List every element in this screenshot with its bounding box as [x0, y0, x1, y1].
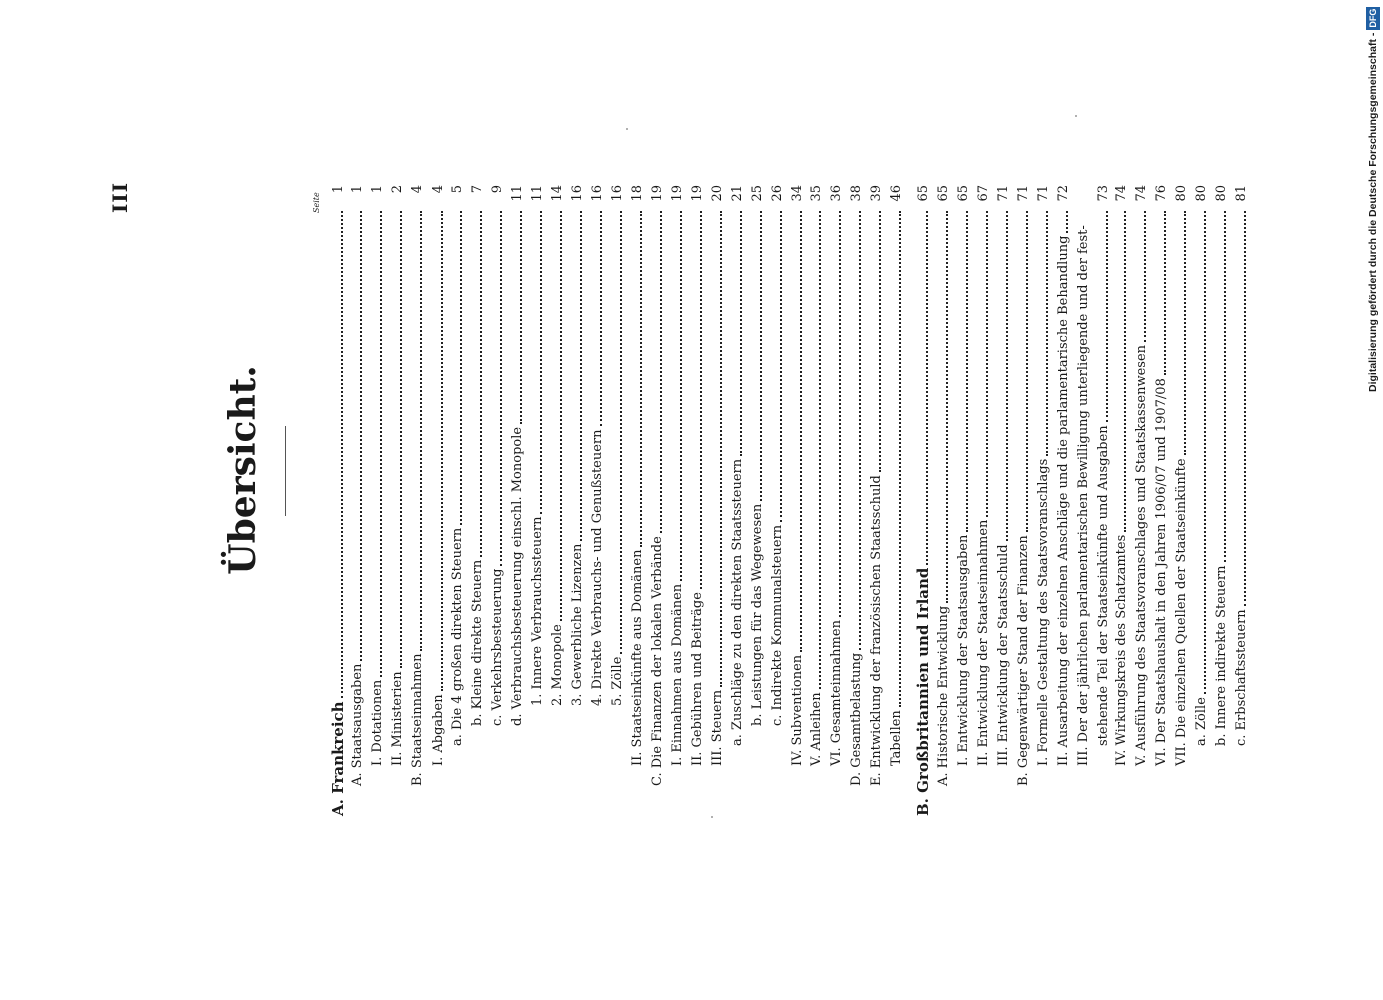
dot-leader	[519, 211, 522, 424]
page-number: III	[108, 181, 132, 213]
toc-entry	[566, 185, 585, 706]
toc-entry	[546, 185, 565, 706]
toc-entry	[845, 185, 864, 786]
dot-leader	[965, 211, 968, 532]
toc-entry	[346, 185, 365, 786]
dot-leader	[739, 211, 742, 456]
toc-entry-label: IV. Subventionen	[790, 654, 805, 766]
dot-leader	[858, 211, 861, 650]
toc-entry	[992, 185, 1011, 766]
toc-page-number: 80	[1214, 185, 1229, 202]
dot-leader	[599, 211, 602, 426]
toc-entry-label: II. Gebühren und Beiträge	[690, 592, 705, 766]
toc-page-number: 11	[510, 185, 525, 202]
dot-leader	[559, 211, 562, 621]
toc-entry-label: 5. Zölle	[610, 656, 625, 706]
toc-entry-label: I. Einnahmen aus Domänen	[670, 583, 685, 766]
toc-page-number: 1	[370, 185, 385, 194]
toc-page-number: 14	[550, 185, 565, 202]
toc-entry	[606, 185, 625, 706]
dot-leader	[945, 211, 948, 603]
toc-entry	[506, 185, 525, 726]
toc-entry-label: III. Entwicklung der Staatsschuld	[996, 544, 1011, 766]
dot-leader	[340, 211, 343, 698]
toc-page-number: 71	[1016, 185, 1031, 202]
toc-page-number: 16	[610, 185, 625, 202]
toc-page-number: 5	[450, 185, 465, 194]
toc-entry-label: b. Kleine direkte Steuern	[470, 559, 485, 726]
toc-page-number: 74	[1134, 185, 1149, 202]
toc-page-number: 21	[730, 185, 745, 202]
toc-entry	[766, 185, 785, 726]
toc-page-number: 25	[750, 185, 765, 202]
toc-entry-label: V. Anleihen	[809, 692, 824, 766]
toc-entry-label: II. Entwicklung der Staatseinnahmen	[976, 519, 991, 766]
toc-entry	[1130, 185, 1149, 766]
toc-entry-label: d. Verbrauchsbesteuerung einschl. Monopole	[510, 426, 525, 726]
toc-page-number: 7	[470, 185, 485, 194]
toc-entry	[746, 185, 765, 726]
toc-entry	[1150, 185, 1169, 766]
dot-leader	[818, 211, 821, 689]
toc-entry	[327, 185, 346, 816]
toc-entry	[825, 185, 844, 766]
toc-page-number: 73	[1096, 185, 1111, 202]
dot-leader	[679, 211, 682, 581]
toc-entry	[427, 185, 446, 766]
dot-leader	[1243, 211, 1246, 606]
toc-page-number: 19	[690, 185, 705, 202]
toc-page-number: 38	[849, 185, 864, 202]
toc-entry-label: VII. Die einzelnen Quellen der Staatseinkünfte	[1174, 458, 1189, 766]
toc-entry-label: I. Formelle Gestaltung des Staatsvoranschlags	[1036, 458, 1051, 766]
toc-page-number: 65	[936, 185, 951, 202]
toc-entry-label: E. Entwicklung der französischen Staatsschuld	[869, 475, 884, 786]
dot-leader	[799, 211, 802, 652]
toc-entry	[1032, 185, 1051, 766]
dot-leader	[539, 211, 542, 514]
toc-entry	[686, 185, 705, 766]
toc-entry-label: II. Ministerien	[390, 671, 405, 766]
toc-page-number: 18	[630, 185, 645, 202]
dot-leader	[499, 211, 502, 566]
toc-entry-label: VI. Gesamteinnahmen	[829, 620, 844, 766]
scan-speck	[711, 816, 713, 818]
toc-entry	[586, 185, 605, 706]
toc-entry-label: B. Gegenwärtiger Stand der Finanzen	[1016, 535, 1031, 786]
toc-entry	[486, 185, 505, 726]
dot-leader	[479, 211, 482, 557]
page-title: Übersicht.	[222, 365, 264, 575]
toc-entry-label: a. Zölle	[1194, 697, 1209, 746]
toc-entry-label: II. Staatseinkünfte aus Domänen	[630, 549, 645, 766]
toc-page-number: 36	[829, 185, 844, 202]
toc-page-number: 20	[710, 185, 725, 202]
toc-page-number: 80	[1174, 185, 1189, 202]
dot-leader	[1143, 211, 1146, 342]
dot-leader	[1065, 211, 1068, 233]
dot-leader	[1183, 211, 1186, 455]
toc-page-number: 65	[956, 185, 971, 202]
toc-entry-label: 4. Direkte Verbrauchs- und Genußsteuern	[590, 429, 605, 706]
toc-page-number: 81	[1234, 185, 1249, 202]
funding-notice-text: Digitalisierung gefördert durch die Deutsche Forschungsgemeinschaft -	[1367, 32, 1379, 392]
toc-page-number: 46	[889, 185, 904, 202]
dot-leader	[925, 211, 928, 565]
dot-leader	[719, 211, 722, 687]
dot-leader	[898, 211, 901, 707]
toc-entry	[466, 185, 485, 726]
toc-entry	[885, 185, 904, 766]
toc-entry-label: A. Historische Entwicklung	[936, 605, 951, 786]
dot-leader	[1025, 211, 1028, 532]
dot-leader	[985, 211, 988, 517]
toc-entry-label: c. Erbschaftssteuern	[1234, 609, 1249, 746]
toc-entry	[1092, 185, 1111, 746]
dot-leader	[359, 211, 362, 661]
toc-entry	[646, 185, 665, 786]
toc-entry-label: D. Gesamtbelastung	[849, 652, 864, 786]
toc-entry	[786, 185, 805, 766]
toc-entry	[1210, 185, 1229, 746]
seite-label: Seite	[312, 192, 321, 213]
toc-entry-label: a. Die 4 großen direkten Steuern	[450, 527, 465, 746]
toc-entry-label: V. Ausführung des Staatsvoranschlages und Staatskassenwesen	[1134, 344, 1149, 766]
toc-entry	[932, 185, 951, 786]
toc-page-number: 2	[390, 185, 405, 194]
toc-entry-label: b. Leistungen für das Wegewesen	[750, 503, 765, 726]
toc-entry-label: A. Staatsausgaben	[350, 663, 365, 786]
toc-page-number: 1	[350, 185, 365, 194]
toc-page-number: 67	[976, 185, 991, 202]
dot-leader	[440, 211, 443, 691]
toc-entry-label: 2. Monopole	[550, 624, 565, 706]
toc-entry	[1110, 185, 1129, 766]
toc-entry	[526, 185, 545, 706]
toc-page-number: 76	[1154, 185, 1169, 202]
toc-entry-label: II. Ausarbeitung der einzelnen Anschläge und die parlamentarische Behandlung	[1056, 235, 1071, 766]
toc-page-number: 16	[570, 185, 585, 202]
dot-leader	[878, 211, 881, 472]
toc-entry-label: III. Steuern	[710, 689, 725, 766]
toc-entry	[952, 185, 971, 766]
dot-leader	[838, 211, 841, 617]
toc-page-number: 35	[809, 185, 824, 202]
dot-leader	[399, 211, 402, 668]
toc-page-number: 19	[650, 185, 665, 202]
toc-entry-label: A. Frankreich	[329, 701, 347, 816]
dot-leader	[639, 211, 642, 547]
toc-page-number: 11	[530, 185, 545, 202]
toc-page-number: 9	[490, 185, 505, 194]
dot-leader	[1203, 211, 1206, 694]
toc-entry	[626, 185, 645, 766]
dot-leader	[1005, 211, 1008, 541]
toc-page-number: 26	[770, 185, 785, 202]
dot-leader	[1105, 211, 1108, 422]
toc-entry-label: a. Zuschläge zu den direkten Staatssteuern	[730, 458, 745, 746]
toc-entry-label: b. Innere indirekte Steuern	[1214, 565, 1229, 746]
toc-entry	[1170, 185, 1189, 766]
toc-entry	[1190, 185, 1209, 746]
dot-leader	[379, 211, 382, 677]
toc-page-number: 72	[1056, 185, 1071, 202]
dfg-logo: DFG	[1368, 8, 1378, 28]
dot-leader	[779, 211, 782, 522]
toc-entry	[972, 185, 991, 766]
scan-speck	[626, 128, 628, 130]
dot-leader	[1045, 211, 1048, 456]
toc-entry-label: c. Indirekte Kommunalsteuern	[770, 524, 785, 726]
toc-entry	[666, 185, 685, 766]
toc-entry-continuation: stehende Teil der Staatseinkünfte und Ausgaben	[1096, 425, 1111, 746]
toc-entry	[366, 185, 385, 766]
toc-entry	[706, 185, 725, 766]
dot-leader	[459, 211, 462, 525]
toc-entry-label: IV. Wirkungskreis des Schatzamtes	[1114, 534, 1129, 766]
dot-leader	[619, 211, 622, 654]
toc-entry-label: c. Verkehrsbesteuerung	[490, 568, 505, 726]
toc-entry-label: I. Entwicklung der Staatsausgaben	[956, 534, 971, 766]
toc-entry	[805, 185, 824, 766]
dot-leader	[1223, 211, 1226, 562]
dot-leader	[659, 211, 662, 533]
scan-speck	[1075, 115, 1077, 117]
toc-page-number: 1	[331, 185, 346, 194]
toc-entry	[386, 185, 405, 766]
toc-page-number: 39	[869, 185, 884, 202]
toc-page-number: 71	[996, 185, 1011, 202]
toc-entry	[912, 185, 931, 816]
toc-entry	[1230, 185, 1249, 746]
toc-entry	[1052, 185, 1071, 766]
toc-page-number: 16	[590, 185, 605, 202]
toc-entry-label: Tabellen	[889, 710, 904, 766]
toc-entry-label: 1. Innere Verbrauchssteuern	[530, 516, 545, 706]
dot-leader	[1163, 211, 1166, 375]
toc-entry	[446, 185, 465, 746]
toc-entry	[726, 185, 745, 746]
dot-leader	[699, 211, 702, 589]
toc-page-number: 80	[1194, 185, 1209, 202]
dot-leader	[419, 211, 422, 651]
toc-entry	[865, 185, 884, 786]
toc-entry-label: B. Staatseinnahmen	[410, 653, 425, 786]
toc-entry-label: I. Dotationen	[370, 679, 385, 766]
toc-page-number: 34	[790, 185, 805, 202]
toc-page-number: 4	[410, 185, 425, 194]
toc-entry-label: C. Die Finanzen der lokalen Verbände	[650, 536, 665, 786]
toc-entry-label: 3. Gewerbliche Lizenzen	[570, 543, 585, 706]
toc-entry-label: III. Der der jährlichen parlamentarischen Bewilligung unterliegende und der fest-	[1076, 225, 1091, 766]
dot-leader	[579, 211, 582, 541]
toc-entry-label: I. Abgaben	[431, 694, 446, 766]
funding-notice	[1366, 7, 1380, 392]
dot-leader	[1123, 211, 1126, 532]
toc-page-number: 65	[916, 185, 931, 202]
toc-entry-label: VI. Der Staatshaushalt in den Jahren 1906/07 und 1907/08	[1154, 378, 1169, 766]
toc-page-number: 74	[1114, 185, 1129, 202]
toc-page-number: 71	[1036, 185, 1051, 202]
toc-page-number: 19	[670, 185, 685, 202]
toc-page-number: 4	[431, 185, 446, 194]
dot-leader	[759, 211, 762, 501]
toc-entry	[406, 185, 425, 786]
toc-entry-label: B. Großbritannien und Irland	[914, 567, 932, 816]
toc-entry	[1012, 185, 1031, 786]
